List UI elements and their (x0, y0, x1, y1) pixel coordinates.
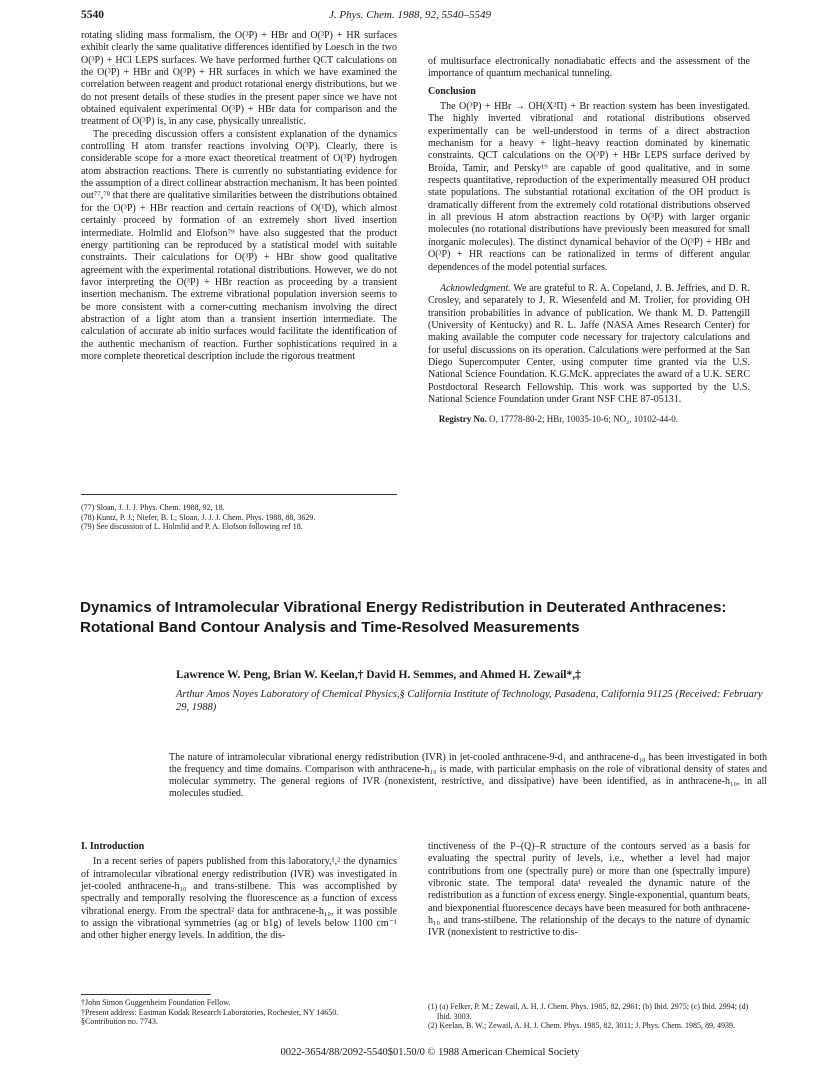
registry-text: O, 17778-80-2; HBr, 10035-10-6; NO₂, 10102-44-0. (486, 414, 679, 425)
prev-article-footnotes (81, 503, 397, 532)
footnote-divider (81, 994, 211, 995)
conclusion-paragraph: The O(³P) + HBr → OH(X²Π) + Br reaction system has been investigated. The highly inverted vibrational and rotational distributions observed experimentally can be well-understood in terms of a direct abstraction mechanism for a heavy + light–heavy reaction dominated by kinematic constraints. QCT calculations on the O(³P) + HBr LEPS surface derived by Broida, Tamir, and Persky¹⁹ are capable of good qualitative, and in some respects quantitative, reproduction of the experimentally measured OH product state populations. The substantial rotational excitation of the OH product is dramatically different from the extremely cold rotational distributions observed in all previous H atom abstraction reactions by O(³P) with larger organic molecules (no rotational distributions have previously been measured for small inorganic molecules). The distinct dynamical behavior of the O(³P) + HBr and O(³P) + HR reactions can be rationalized in terms of different angular dependences of the model potential surfaces. (428, 101, 750, 273)
footnote: (1) (a) Felker, P. M.; Zewail, A. H. J. Chem. Phys. 1985, 82, 2961; (b) Ibid. 2975; (c) Ibid. 2994; (d) Ibid. 3003. (428, 1002, 749, 1021)
prev-article-right-column (428, 56, 750, 425)
footnote: (2) Keelan, B. W.; Zewail, A. H. J. Chem. Phys. 1985, 82, 3011; J. Phys. Chem. 1985, 89, 4939. (428, 1021, 736, 1031)
footnote: (78) Kuntz, P. J.; Niefer, B. I.; Sloan, J. J. J. Chem. Phys. 1988, 88, 3629. (81, 512, 316, 522)
abstract: The nature of intramolecular vibrational energy redistribution (IVR) in jet-cooled anthracene-9-d₁ and anthracene-d₁₀ has been investigated in both the frequency and time domains. Comparison with anthracene-h₁₀ is made, with particular emphasis on the role of vibrational density of states and molecular symmetry. The general regions of IVR (nonexistent, restrictive, and dissipative) have been identified, as in anthracene-h₁₀, in all molecules studied. (169, 752, 767, 799)
copyright-footer: 0022-3654/88/2092-5540$01.50/0 © 1988 American Chemical Society (280, 1047, 580, 1058)
prev-article-left-column (81, 30, 397, 363)
journal-citation: J. Phys. Chem. 1988, 92, 5540–5549 (329, 9, 491, 21)
intro-left-column (81, 841, 397, 943)
footnote-divider (81, 494, 397, 495)
footnote: (79) See discussion of L. Holmlid and P. A. Elofson following ref 18. (81, 522, 303, 532)
page-number: 5540 (81, 9, 104, 21)
affiliation-footnotes (81, 998, 397, 1027)
body-paragraph: In a recent series of papers published from this laboratory,¹,² the dynamics of intramolecular vibrational energy redistribution (IVR) was investigated in jet-cooled anthracene-h₁₀ and trans-stilbene. This was accomplished by spectrally and temporally resolving the fluorescence as a function of excess vibrational energy. From the spectral² data for anthracene-h₁₀, it was possible to assign the vibrational symmetries (ag or b1g) of levels below 1100 cm⁻¹ and other higher energy levels. In addition, the dis- (81, 856, 397, 942)
registry-numbers (428, 414, 750, 425)
acknowledgment-paragraph (428, 283, 750, 406)
body-paragraph: rotating sliding mass formalism, the O(³P) + HBr and O(³P) + HR surfaces exhibit clearly the same qualitative differences identified by Loesch in the two O(³P) + HCl LEPS surfaces. We have performed further QCT calculations on the O(³P) + HBr and O(³P) + HR surfaces in which we have examined the correlation between reagent and product rotational energy distributions, but we do not present details of these studies in the present paper since we have not obtained equivalent experimental O(³P) + HBr data for comparison and the treatment of O(³P) is, in any case, physically unrealistic. (81, 30, 397, 128)
footnote: §Contribution no. 7743. (81, 1017, 158, 1027)
intro-right-column (428, 841, 750, 940)
footnote: †John Simon Guggenheim Foundation Fellow. (81, 998, 231, 1007)
author-list: Lawrence W. Peng, Brian W. Keelan,† David H. Semmes, and Ahmed H. Zewail*,‡ (176, 669, 581, 681)
reference-footnotes (428, 1002, 750, 1031)
body-paragraph: of multisurface electronically nonadiabatic effects and the assessment of the importance of quantum mechanical tunneling. (428, 56, 750, 80)
footnote: (77) Sloan, J. J. J. Phys. Chem. 1988, 92, 18. (81, 503, 225, 512)
intro-heading: I. Introduction (81, 841, 145, 852)
registry-label: Registry No. (438, 414, 487, 425)
article-title: Dynamics of Intramolecular Vibrational Energy Redistribution in Deuterated Anthracenes: Rotational Band Contour Analysis and Time-Resolved Measurements (80, 599, 727, 636)
acknowledgment-label: Acknowledgment. (440, 282, 511, 294)
acknowledgment-text: We are grateful to R. A. Copeland, J. B. Jeffries, and D. R. Crosley, and separately to J. R. Wiesenfeld and M. Trolier, for providing OH transition probabilities in advance of publication. We thank M. D. Pattengill (University of Kentucky) and R. L. Jaffe (NASA Ames Research Center) for making available the computer code necessary for trajectory calculations and for useful discussions on its operation. Calculations were performed at the San Diego Supercomputer Center, using computer time granted via the U.S. National Science Foundation. K.G.McK. appreciates the award of a U.K. SERC Postdoctoral Research Fellowship. This work was supported by the U.S. National Science Foundation under Grant NSF CHE 87-05131. (428, 282, 750, 405)
body-paragraph: tinctiveness of the P–(Q)–R structure of the contours served as a basis for evaluating the spectral purity of levels, i.e., whether a level had major contributions from one (spectrally pure) or more than one (spectrally impure) vibronic state. The temporal data¹ revealed the dynamic nature of the redistribution as a function of excess energy. Single-exponential, quantum beats, and biexponential fluorescence decays have been measured for both anthracene-h₁₀ and trans-stilbene. The relationship of the decays to the nature of dynamic IVR (nonexistent to restrictive to dis- (428, 841, 750, 939)
conclusion-heading: Conclusion (428, 85, 476, 97)
footnote: †Present address: Eastman Kodak Research Laboratories, Rochester, NY 14650. (81, 1007, 339, 1017)
body-paragraph: The preceding discussion offers a consistent explanation of the dynamics controlling H atom transfer reactions involving O(³P). Clearly, there is considerable scope for a more exact theoretical treatment of O(³P) hydrogen atom abstraction reactions. There is currently no substantiating evidence for the assumption of a direct collinear abstraction mechanism. It has been pointed out⁷⁷,⁷⁸ that there are qualitative similarities between the distributions obtained for the O(³P) + HBr reaction and certain reactions of O(¹D), which almost certainly proceed by formation of an extremely short lived insertion intermediate. Holmlid and Elofson⁷⁹ have also suggested that the product energy partitioning can be reproduced by a statistical model with suitable constraints. Their calculations for O(³P) + HBr show good qualitative agreement with the experimental rotational distributions. However, we do not favor interpreting the O(³P) + HBr reaction as proceeding by a transient insertion mechanism. The extreme vibrational population inversion seems to be more consistent with a corner-cutting mechanism involving the direct abstraction of a light atom than a transient insertion intermediate. The calculation of accurate ab initio surfaces would facilitate the identification of the authentic mechanism of reaction. Further sophistications required in a more complete theoretical description include the rigorous treatment (81, 128, 398, 362)
author-affiliation: Arthur Amos Noyes Laboratory of Chemical Physics,§ California Institute of Technology, Pasadena, California 91125 (Received: February 29, 1988) (176, 689, 763, 713)
